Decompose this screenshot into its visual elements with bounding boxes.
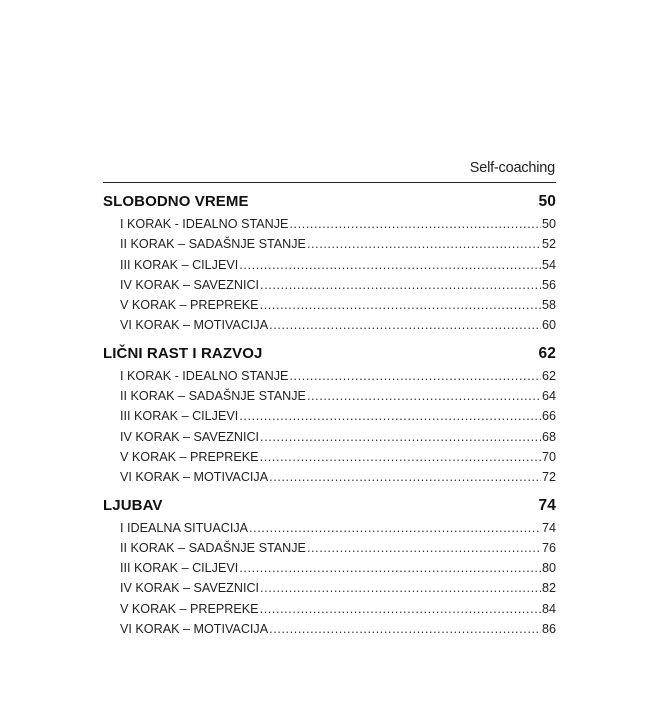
dot-leader [289, 214, 541, 234]
dot-leader [269, 467, 541, 487]
dot-leader [239, 406, 541, 426]
table-of-contents [103, 189, 556, 639]
section-heading[interactable] [103, 189, 556, 214]
entry-label: III KORAK – CILJEVI [120, 561, 239, 576]
dot-leader [269, 619, 541, 639]
section-page-number: 62 [538, 344, 556, 362]
entry-label: III KORAK – CILJEVI [120, 257, 239, 272]
toc-entry[interactable] [103, 315, 556, 335]
toc-entry[interactable] [103, 386, 556, 406]
entry-page-number: 66 [541, 409, 556, 424]
dot-leader [249, 518, 541, 538]
toc-entry[interactable] [103, 234, 556, 254]
entry-label: VI KORAK – MOTIVACIJA [120, 318, 269, 333]
entry-label: II KORAK – SADAŠNJE STANJE [120, 389, 306, 404]
entry-page-number: 68 [541, 429, 556, 444]
entry-label: III KORAK – CILJEVI [120, 409, 239, 424]
section-heading[interactable] [103, 341, 556, 366]
entry-page-number: 70 [541, 449, 556, 464]
toc-entry[interactable] [103, 599, 556, 619]
dot-leader [269, 315, 541, 335]
toc-entry[interactable] [103, 619, 556, 639]
toc-entry[interactable] [103, 295, 556, 315]
entry-label: IV KORAK – SAVEZNICI [120, 429, 260, 444]
entry-page-number: 52 [541, 237, 556, 252]
dot-leader [307, 234, 541, 254]
toc-entry[interactable] [103, 518, 556, 538]
entry-page-number: 64 [541, 389, 556, 404]
entry-label: II KORAK – SADAŠNJE STANJE [120, 540, 306, 555]
dot-leader [239, 558, 541, 578]
entry-page-number: 82 [541, 581, 556, 596]
toc-entry[interactable] [103, 467, 556, 487]
entry-label: VI KORAK – MOTIVACIJA [120, 622, 269, 637]
dot-leader [260, 295, 541, 315]
entry-label: V KORAK – PREPREKE [120, 298, 259, 313]
dot-leader [260, 427, 541, 447]
entry-label: I KORAK - IDEALNO STANJE [120, 217, 289, 231]
entry-page-number: 60 [541, 318, 556, 333]
entry-page-number: 58 [541, 298, 556, 313]
entry-label: IV KORAK – SAVEZNICI [120, 581, 260, 596]
entry-label: II KORAK – SADAŠNJE STANJE [120, 237, 306, 252]
entry-page-number: 72 [541, 470, 556, 485]
entry-page-number: 76 [541, 540, 556, 555]
section-page-number: 74 [538, 496, 556, 514]
entry-label: IV KORAK – SAVEZNICI [120, 277, 260, 292]
toc-entry[interactable] [103, 214, 556, 234]
toc-entry[interactable] [103, 427, 556, 447]
toc-entry[interactable] [103, 366, 556, 386]
entry-page-number: 62 [541, 368, 556, 383]
dot-leader [239, 255, 541, 275]
dot-leader [307, 386, 541, 406]
toc-section [103, 493, 556, 640]
dot-leader [307, 538, 541, 558]
entry-page-number: 50 [541, 217, 556, 231]
toc-entry[interactable] [103, 406, 556, 426]
running-header: Self-coaching [469, 160, 555, 176]
entry-label: VI KORAK – MOTIVACIJA [120, 470, 269, 485]
dot-leader [260, 447, 541, 467]
toc-entry[interactable] [103, 275, 556, 295]
entry-label: I KORAK - IDEALNO STANJE [120, 368, 289, 383]
toc-section [103, 341, 556, 488]
entry-page-number: 80 [541, 561, 556, 576]
toc-entry[interactable] [103, 447, 556, 467]
dot-leader [260, 578, 541, 598]
toc-entry[interactable] [103, 578, 556, 598]
entry-label: I IDEALNA SITUACIJA [120, 520, 249, 535]
entry-page-number: 54 [541, 257, 556, 272]
entry-page-number: 84 [541, 601, 556, 616]
section-title: SLOBODNO VREME [103, 193, 249, 210]
entry-page-number: 56 [541, 277, 556, 292]
dot-leader [260, 599, 541, 619]
toc-entry[interactable] [103, 255, 556, 275]
entry-label: V KORAK – PREPREKE [120, 449, 259, 464]
dot-leader [260, 275, 541, 295]
entry-page-number: 86 [541, 622, 556, 637]
toc-entry[interactable] [103, 558, 556, 578]
header-rule [103, 182, 556, 183]
section-title: LIČNI RAST I RAZVOJ [103, 344, 263, 362]
entry-page-number: 74 [541, 520, 556, 535]
section-page-number: 50 [538, 193, 556, 210]
section-title: LJUBAV [103, 496, 163, 514]
toc-entry[interactable] [103, 538, 556, 558]
entry-label: V KORAK – PREPREKE [120, 601, 259, 616]
dot-leader [289, 366, 541, 386]
toc-section [103, 189, 556, 336]
section-heading[interactable] [103, 493, 556, 518]
